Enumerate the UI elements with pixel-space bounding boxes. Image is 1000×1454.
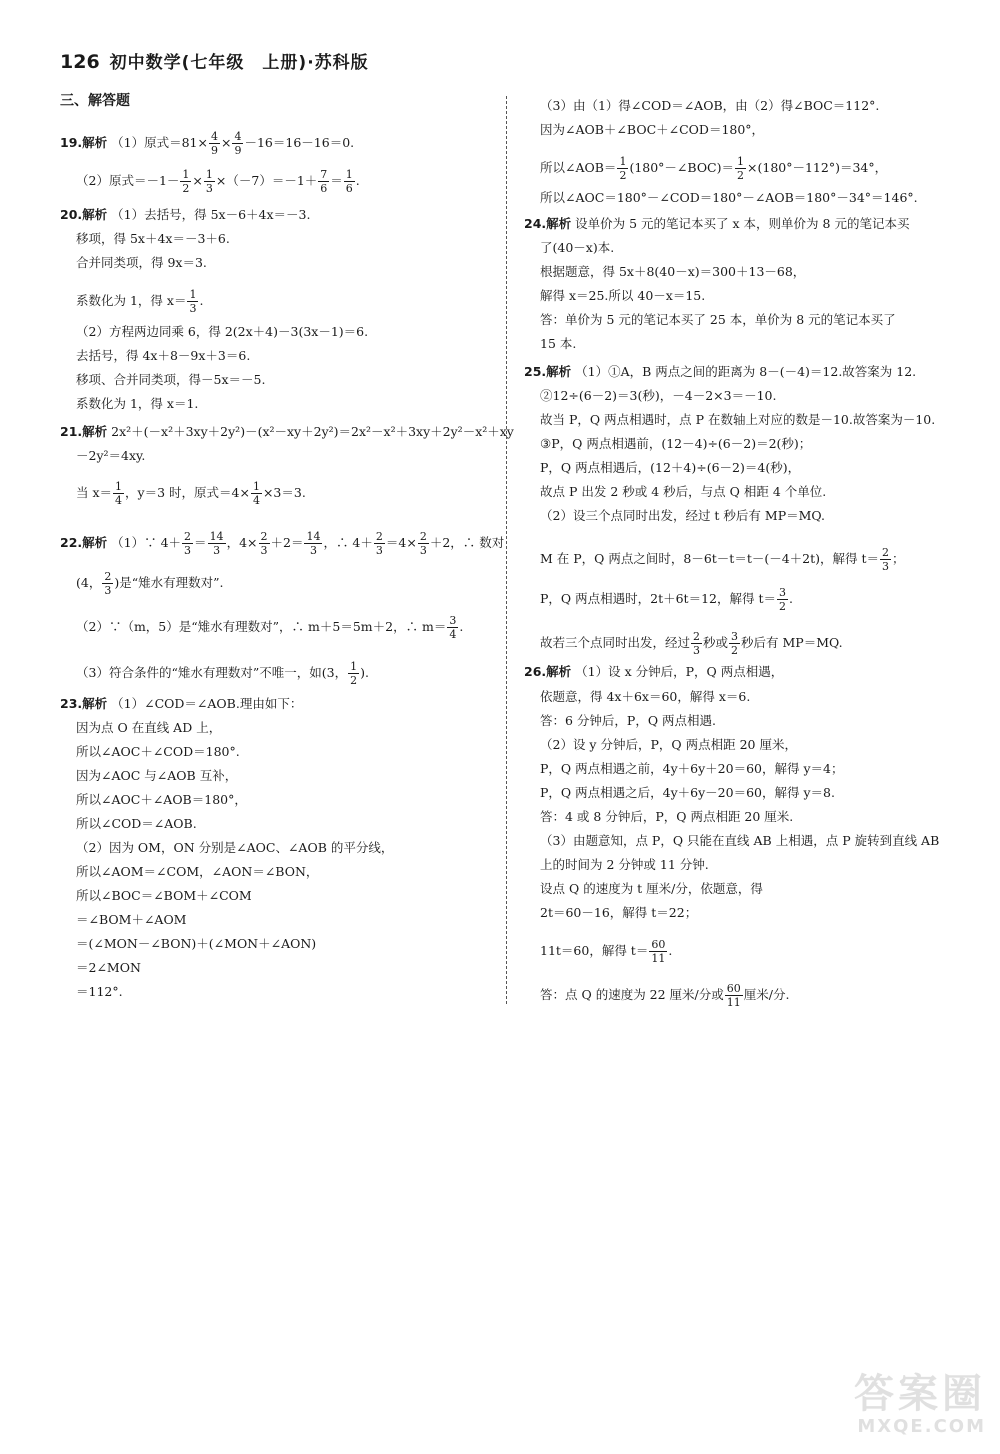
q19-line-2 (76, 168, 360, 195)
page-number: 126 (60, 51, 100, 73)
fraction: $\frac{1}{6}$ (345, 168, 353, 195)
text: （2）∵（m，5）是“雉水有理数对”，∴ m＋5＝5m＋2，∴ m＝ (76, 619, 447, 634)
book-title: 初中数学(七年级 上册)·苏科版 (109, 53, 369, 73)
text: 系数化为 1，得 x＝ (76, 293, 187, 308)
text: ×（－7）＝－1＋ (215, 173, 318, 188)
q23c-line-4: 所以∠AOC＝180°－∠COD＝180°－∠AOB＝180°－34°＝146°. (540, 190, 918, 205)
q25-line-10 (540, 630, 843, 657)
q23c-line-1: （3）由（1）得∠COD＝∠AOB，由（2）得∠BOC＝112°. (540, 98, 880, 113)
text: ； (892, 551, 905, 566)
text: . (459, 619, 464, 634)
text: ＝ (330, 173, 343, 188)
page-header (60, 48, 369, 74)
q25-line-7: （2）设三个点同时出发，经过 t 秒后有 MP＝MQ. (540, 508, 826, 523)
q21-line-2: －2y²＝4xy. (76, 448, 146, 463)
q25-line-4: ③P，Q 两点相遇前，(12－4)÷(6－2)＝2(秒)； (540, 436, 812, 451)
q23-line-3: 所以∠AOC＋∠COD＝180°. (76, 744, 240, 759)
text: . (199, 293, 204, 308)
text: ). (360, 665, 369, 680)
text: ，4× (226, 535, 258, 550)
q23-line-2: 因为点 O 在直线 AD 上， (76, 720, 222, 735)
fraction: $\frac{2}{3}$ (260, 530, 268, 557)
q20-line-3: 合并同类项，得 9x＝3. (76, 255, 207, 270)
q20-line-2: 移项，得 5x＋4x＝－3＋6. (76, 231, 230, 246)
q26-line-1 (524, 664, 783, 680)
fraction: $\frac{14}{3}$ (209, 530, 224, 557)
q22-line-3 (76, 614, 463, 641)
text: （1）原式＝81× (111, 135, 208, 150)
watermark-url: MXQE.COM (857, 1416, 986, 1437)
text: 秒或 (703, 635, 729, 650)
q23-line-6: 所以∠COD＝∠AOB. (76, 816, 197, 831)
fraction: $\frac{1}{3}$ (205, 168, 213, 195)
text: ×(180°－112°)＝34°， (747, 160, 888, 175)
q24-line-3: 根据题意，得 5x＋8(40－x)＝300＋13－68， (540, 264, 806, 279)
jiexi-label: 解析 (546, 364, 572, 379)
q20-line-4 (76, 288, 203, 315)
fraction: $\frac{60}{11}$ (651, 938, 666, 965)
question-number: 26. (524, 664, 547, 679)
q24-line-6: 15 本. (540, 336, 577, 351)
fraction: $\frac{1}{4}$ (115, 480, 123, 507)
text: （1）∵ 4＋ (111, 535, 182, 550)
q20-line-1 (60, 207, 310, 223)
text: ，∴ 4＋ (323, 535, 373, 550)
text: （1）设 x 分钟后，P，Q 两点相遇， (575, 664, 784, 679)
text: 当 x＝ (76, 485, 113, 500)
text: M 在 P，Q 两点之间时，8－6t－t＝t－(－4＋2t)，解得 t＝ (540, 551, 880, 566)
q26-line-9: 上的时间为 2 分钟或 11 分钟. (540, 857, 709, 872)
text: . (789, 591, 793, 606)
jiexi-label: 解析 (546, 216, 572, 231)
q23-line-4: 因为∠AOC 与∠AOB 互补， (76, 768, 238, 783)
fraction: $\frac{7}{6}$ (320, 168, 328, 195)
text: P，Q 两点相遇时，2t＋6t＝12，解得 t＝ (540, 591, 776, 606)
text: (180°－∠BOC)＝ (629, 160, 735, 175)
fraction: $\frac{1}{2}$ (350, 660, 358, 687)
q25-line-8 (540, 546, 905, 573)
text: 秒后有 MP＝MQ. (741, 635, 843, 650)
fraction: $\frac{1}{3}$ (189, 288, 197, 315)
q23c-line-2: 因为∠AOB＋∠BOC＋∠COD＝180°， (540, 122, 765, 137)
q20-line-7: 移项、合并同类项，得－5x＝－5. (76, 372, 266, 387)
fraction: $\frac{2}{3}$ (419, 530, 427, 557)
question-number: 21. (60, 424, 83, 439)
text: （1）去括号，得 5x－6＋4x＝－3. (111, 207, 311, 222)
text: (4， (76, 575, 102, 590)
question-number: 25. (524, 364, 547, 379)
q23-line-12: ＝2∠MON (76, 960, 141, 975)
jiexi-label: 解析 (82, 696, 108, 711)
text: ，y＝3 时，原式＝4× (125, 485, 250, 500)
jiexi-label: 解析 (82, 135, 108, 150)
q25-line-9 (540, 586, 793, 613)
text: ×3＝3. (262, 485, 306, 500)
q20-line-5: （2）方程两边同乘 6，得 2(2x＋4)－3(3x－1)＝6. (76, 324, 369, 339)
q26-line-11: 2t＝60－16，解得 t＝22； (540, 905, 698, 920)
fraction: $\frac{14}{3}$ (306, 530, 321, 557)
fraction: $\frac{2}{3}$ (104, 570, 112, 597)
text: 故若三个点同时出发，经过 (540, 635, 691, 650)
text: 2x²＋(－x²＋3xy＋2y²)－(x²－xy＋2y²)＝2x²－x²＋3xy＋2y²－x²＋xy (111, 424, 514, 439)
q26-line-12 (540, 938, 672, 965)
fraction: $\frac{1}{2}$ (182, 168, 190, 195)
text: （2）原式＝－1－ (76, 173, 180, 188)
q21-line-1 (60, 424, 514, 440)
q26-line-2: 依题意，得 4x＋6x＝60，解得 x＝6. (540, 689, 751, 704)
q25-line-2: ②12÷(6－2)＝3(秒)，－4－2×3＝－10. (540, 388, 777, 403)
q23-line-13: ＝112°. (76, 984, 123, 999)
fraction: $\frac{3}{4}$ (449, 614, 457, 641)
q22-line-2 (76, 570, 223, 597)
text: 厘米/分. (743, 987, 790, 1002)
text: 答：点 Q 的速度为 22 厘米/分或 (540, 987, 724, 1002)
column-divider (506, 96, 507, 1004)
fraction: $\frac{2}{3}$ (693, 630, 701, 657)
q26-line-10: 设点 Q 的速度为 t 厘米/分，依题意，得 (540, 881, 763, 896)
fraction: $\frac{4}{9}$ (234, 130, 242, 157)
watermark-text: 答案圈 (854, 1371, 986, 1417)
q20-line-6: 去括号，得 4x＋8－9x＋3＝6. (76, 348, 251, 363)
section-title: 三、解答题 (60, 93, 130, 109)
jiexi-label: 解析 (82, 535, 108, 550)
text: （1）∠COD＝∠AOB.理由如下： (111, 696, 303, 711)
q26-line-5: P，Q 两点相遇之前，4y＋6y＋20＝60，解得 y＝4； (540, 761, 844, 776)
fraction: $\frac{3}{2}$ (779, 586, 786, 613)
text: ＋2＝ (270, 535, 304, 550)
text: × (192, 173, 203, 188)
fraction: $\frac{1}{4}$ (252, 480, 260, 507)
fraction: $\frac{1}{2}$ (619, 155, 627, 182)
q21-line-3 (76, 480, 306, 507)
question-number: 24. (524, 216, 547, 231)
question-number: 22. (60, 535, 83, 550)
fraction: $\frac{60}{11}$ (726, 982, 741, 1009)
q23-line-7: （2）因为 OM，ON 分别是∠AOC、∠AOB 的平分线， (76, 840, 394, 855)
q23-line-5: 所以∠AOC＋∠AOB＝180°， (76, 792, 247, 807)
text: －16＝16－16＝0. (244, 135, 355, 150)
q26-line-13 (540, 982, 789, 1009)
q19-line-1 (60, 130, 354, 157)
text: 11t＝60，解得 t＝ (540, 943, 649, 958)
text: (3， (321, 665, 348, 680)
jiexi-label: 解析 (82, 207, 108, 222)
text: （1）①A，B 两点之间的距离为 8－(－4)＝12.故答案为 12. (575, 364, 917, 379)
q22-line-4 (76, 660, 369, 687)
fraction: $\frac{2}{3}$ (184, 530, 192, 557)
watermark-logo (806, 1372, 986, 1444)
q25-line-5: P，Q 两点相遇后，(12＋4)÷(6－2)＝4(秒)， (540, 460, 801, 475)
q22-line-1 (60, 530, 504, 557)
fraction: $\frac{2}{3}$ (375, 530, 383, 557)
q20-line-8: 系数化为 1，得 x＝1. (76, 396, 199, 411)
q23-line-8: 所以∠AOM＝∠COM，∠AON＝∠BON， (76, 864, 319, 879)
q25-line-3: 故当 P，Q 两点相遇时，点 P 在数轴上对应的数是－10.故答案为－10. (540, 412, 936, 427)
jiexi-label: 解析 (546, 664, 572, 679)
text: （3）符合条件的“雉水有理数对”不唯一，如 (76, 665, 322, 680)
question-number: 23. (60, 696, 83, 711)
q26-line-7: 答：4 或 8 分钟后，P，Q 两点相距 20 厘米. (540, 809, 794, 824)
jiexi-label: 解析 (82, 424, 108, 439)
q25-line-1 (524, 364, 916, 380)
text: ＝ (194, 535, 207, 550)
fraction: $\frac{2}{3}$ (882, 546, 890, 573)
q26-line-6: P，Q 两点相遇之后，4y＋6y－20＝60，解得 y＝8. (540, 785, 835, 800)
q26-line-8: （3）由题意知，点 P，Q 只能在直线 AB 上相遇，点 P 旋转到直线 AB (540, 833, 940, 848)
fraction: $\frac{3}{2}$ (731, 630, 739, 657)
q23-line-11: ＝(∠MON－∠BON)＋(∠MON＋∠AON) (76, 936, 317, 951)
q24-line-4: 解得 x＝25.所以 40－x＝15. (540, 288, 706, 303)
q25-line-6: 故点 P 出发 2 秒或 4 秒后，与点 Q 相距 4 个单位. (540, 484, 827, 499)
text: ＝4× (385, 535, 417, 550)
text: 所以∠AOB＝ (540, 160, 617, 175)
text: × (221, 135, 232, 150)
q24-line-2: 了(40－x)本. (540, 240, 615, 255)
question-number: 19. (60, 135, 83, 150)
text: ＋2，∴ 数对 (429, 535, 505, 550)
text: . (355, 173, 360, 188)
question-number: 20. (60, 207, 83, 222)
fraction: $\frac{4}{9}$ (211, 130, 218, 157)
q26-line-3: 答：6 分钟后，P，Q 两点相遇. (540, 713, 717, 728)
text: )是“雉水有理数对”. (114, 575, 224, 590)
q23c-line-3 (540, 155, 887, 182)
q24-line-5: 答：单价为 5 元的笔记本买了 25 本，单价为 8 元的笔记本买了 (540, 312, 896, 327)
text: 设单价为 5 元的笔记本买了 x 本，则单价为 8 元的笔记本买 (575, 216, 910, 231)
q26-line-4: （2）设 y 分钟后，P，Q 两点相距 20 厘米， (540, 737, 797, 752)
q24-line-1 (524, 216, 909, 232)
q23-line-10: ＝∠BOM＋∠AOM (76, 912, 187, 927)
q23-line-9: 所以∠BOC＝∠BOM＋∠COM (76, 888, 252, 903)
q23-line-1 (60, 696, 302, 712)
text: . (668, 943, 673, 958)
fraction: $\frac{1}{2}$ (737, 155, 745, 182)
